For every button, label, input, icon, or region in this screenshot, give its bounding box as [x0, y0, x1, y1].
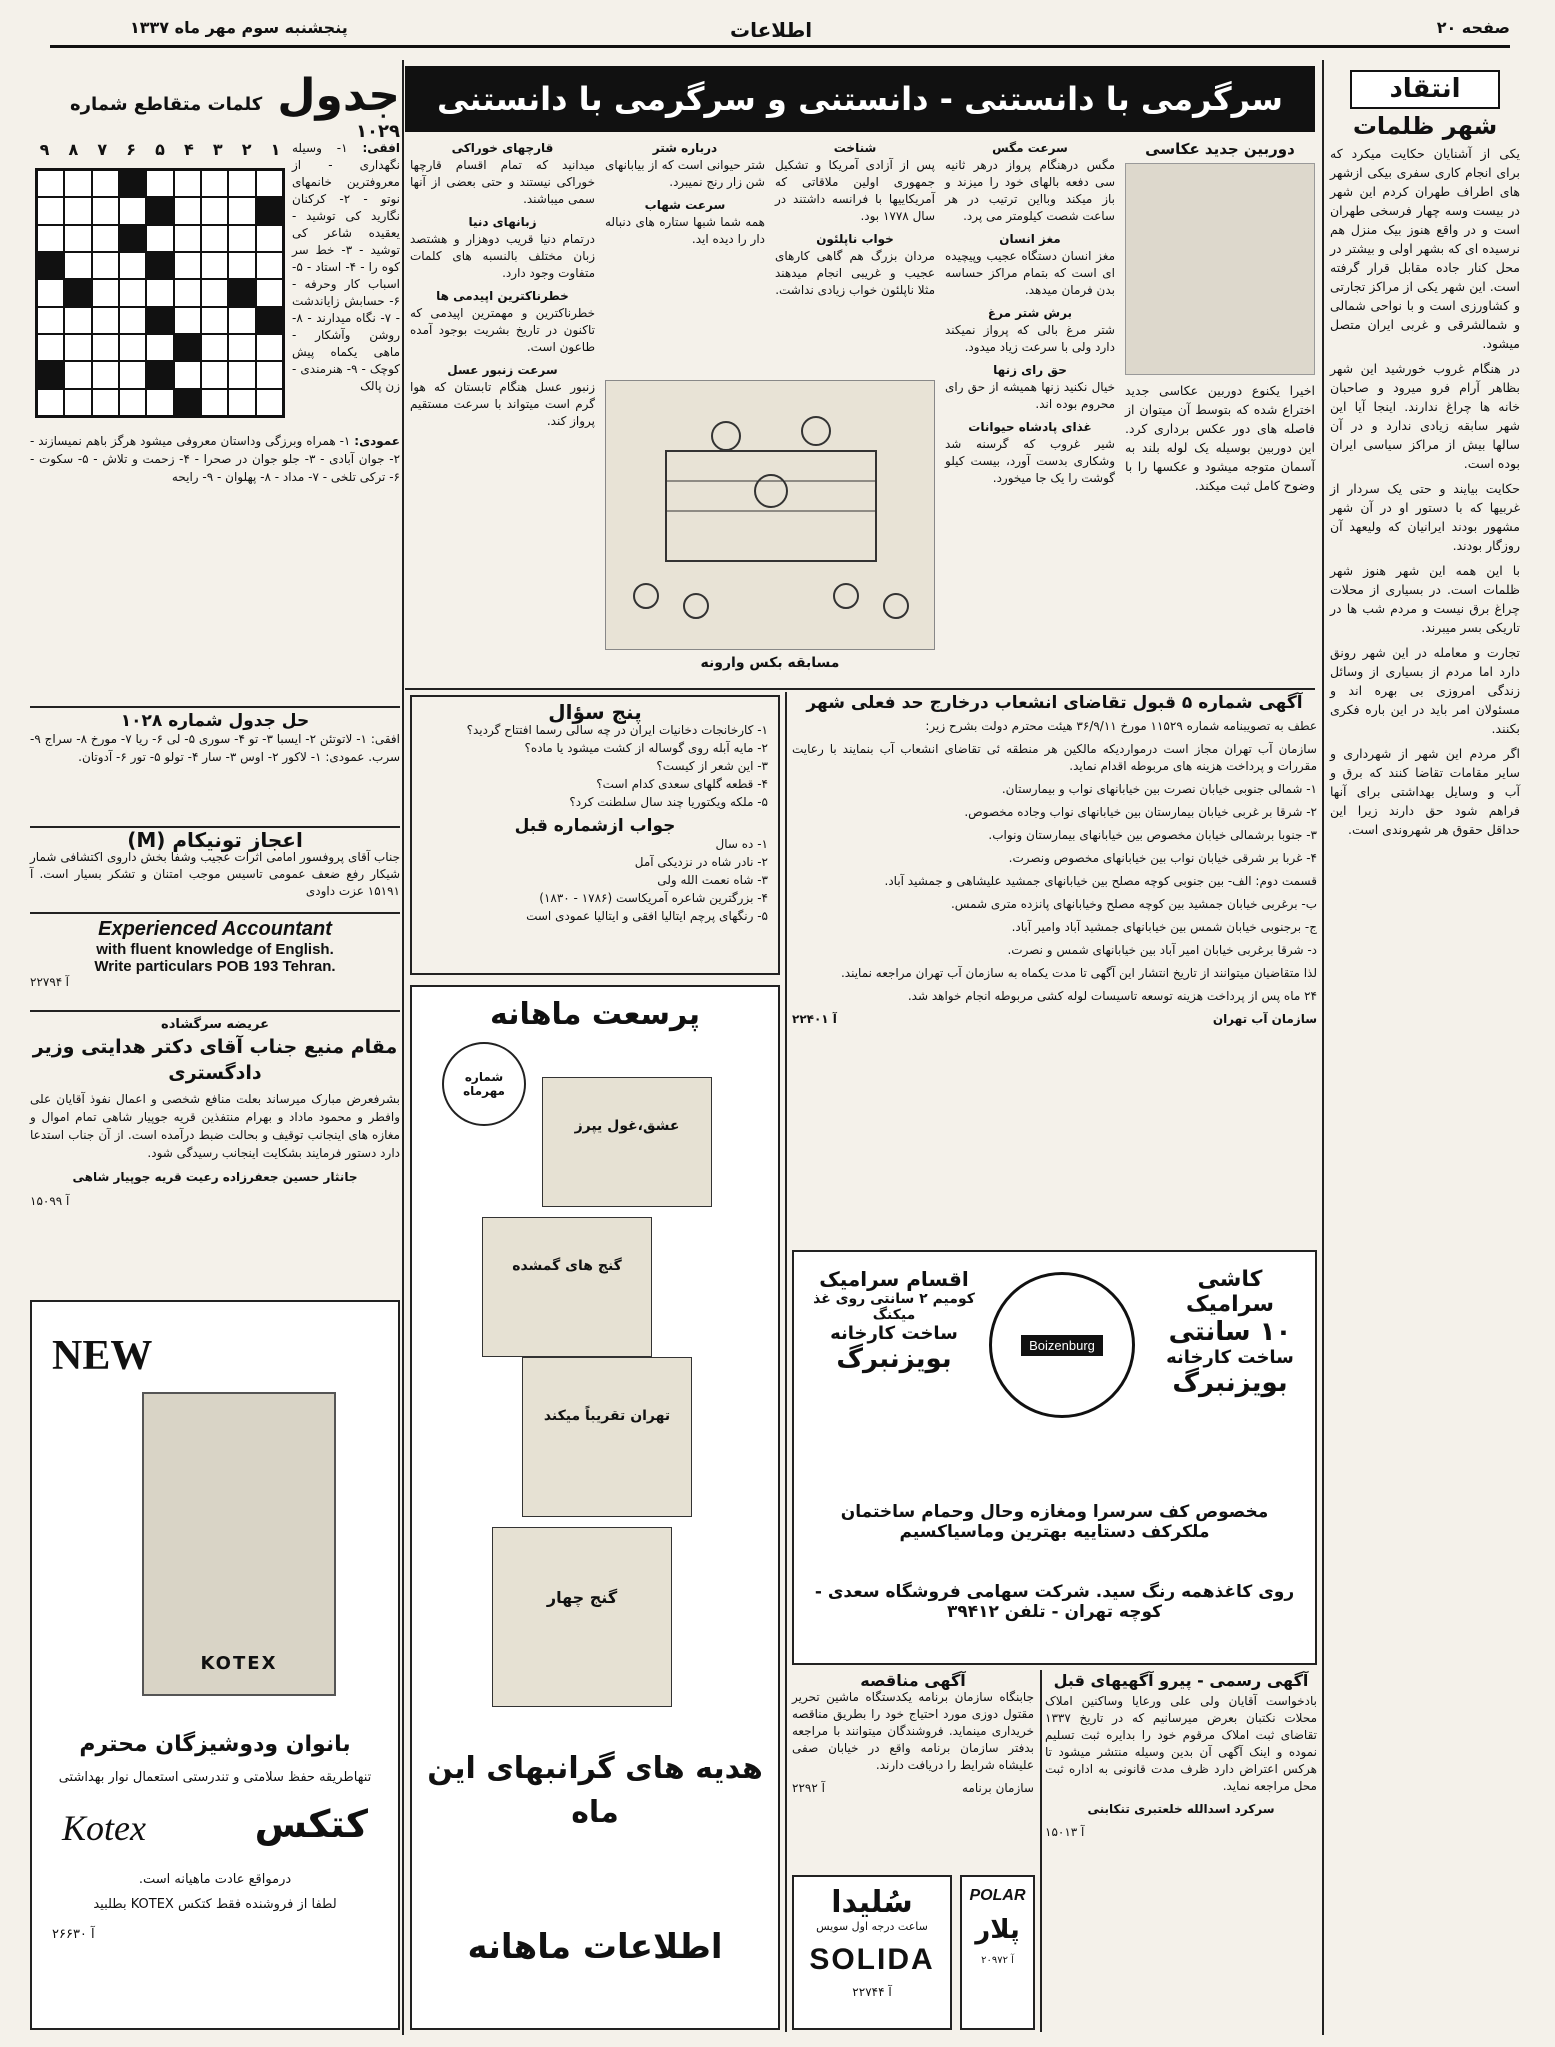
boizenburg-left-block — [809, 1267, 979, 1374]
crossword-black-cell — [228, 279, 255, 306]
cw-number: ۵ — [155, 140, 165, 159]
crossword-cell[interactable] — [228, 225, 255, 252]
snippet-title: سرعت زنبور عسل — [447, 363, 558, 377]
snippet-title: شناخت — [833, 141, 877, 155]
crossword-cell[interactable] — [201, 307, 228, 334]
crossword-cell[interactable] — [64, 361, 91, 388]
petition — [30, 1016, 400, 1296]
mahaneh-footer1: هدیه های گرانبهای این ماه — [427, 1751, 763, 1830]
snippet-body: مغز انسان دستگاه عجیب وپیچیده ای است که بتمام مراکز حساسه بدن فرمان میدهد. — [945, 249, 1115, 297]
crossword-cell[interactable] — [174, 225, 201, 252]
crossword-black-cell — [64, 279, 91, 306]
crossword-black-cell — [37, 361, 64, 388]
kotex-box — [142, 1392, 336, 1696]
kotex-brand-fa: کتکس — [254, 1802, 368, 1846]
camera-article — [1125, 140, 1315, 660]
crossword-cell[interactable] — [64, 225, 91, 252]
tonicum-title: اعجاز تونیکام (M) — [127, 828, 303, 852]
crossword-grid[interactable] — [35, 168, 285, 418]
solida-tag: ساعت درجه اول سویس — [816, 1920, 928, 1933]
boizenburg-address: روی کاغذهمه رنگ سید. شرکت سهامی فروشگاه سعدی - کوچه تهران - تلفن ۳۹۴۱۲ — [814, 1582, 1295, 1622]
cartoon-drawing — [606, 381, 936, 651]
kotex-title: بانوان ودوشیزگان محترم — [79, 1732, 351, 1757]
water-notice-title: آگهی شماره ۵ قبول تقاضای انشعاب درخارج حد فعلی شهر — [806, 693, 1303, 713]
answer: ۳- شاه نعمت الله ولی — [657, 873, 768, 887]
crossword-cell[interactable] — [64, 307, 91, 334]
crossword-cell[interactable] — [92, 389, 119, 416]
boizenburg-band: مخصوص کف سرسرا ومغازه وحال وحمام ساختمان ملکرکف دستاییه بهترین وماسیاکسیم — [840, 1502, 1269, 1542]
crossword-cell[interactable] — [119, 279, 146, 306]
snippet-body: خیال نکنید زنها همیشه از حق رای محروم بوده اند. — [945, 380, 1115, 411]
snippet-body: درتمام دنیا قریب دوهزار و هشتصد زبان مختلف بالنسبه های کلمات متفاوت وجود دارد. — [410, 232, 595, 280]
polar-en: POLAR — [969, 1887, 1026, 1904]
tender-title: آگهی مناقصه — [860, 1671, 966, 1690]
boizenburg-left-head: اقسام سرامیک — [819, 1267, 969, 1291]
water-notice-line: د- شرقا برغربی خیابان امیر آباد بین خیابانهای شمس و نصرت. — [1007, 943, 1317, 957]
solida-code: آ ۲۲۷۴۴ — [852, 1985, 892, 1999]
mahaneh-card: عشق،غول یپرز — [542, 1077, 712, 1207]
crossword-cell[interactable] — [92, 307, 119, 334]
water-notice-line: سازمان آب تهران مجاز است درمواردیکه مالکین هر منطقه ئی تقاضای انشعاب آب بنمایند با رعایت مقررات و پرداخت هزینه های مربوطه اقدام نماید. — [792, 742, 1317, 773]
crossword-cell[interactable] — [146, 279, 173, 306]
camera-title: دوربین جدید عکاسی — [1145, 140, 1295, 158]
crossword-cell[interactable] — [256, 225, 283, 252]
article-paragraph: اگر مردم این شهر از شهرداری و سایر مقامات تقاضا کنند که برق و آب و وسایل بهداشتی برای آنها فراهم شود حق دارند زیرا این حداقل حقوق هر شهروندی است. — [1330, 746, 1520, 837]
crossword-solution — [30, 712, 400, 822]
crossword-cell[interactable] — [92, 334, 119, 361]
solida-ad — [792, 1875, 952, 2030]
section-banner: سرگرمی با دانستنی - دانستنی و سرگرمی با دانستنی — [405, 66, 1315, 132]
crossword-cell[interactable] — [174, 307, 201, 334]
solution-title: حل جدول شماره ۱۰۲۸ — [120, 711, 310, 731]
cw-number: ۷ — [97, 140, 108, 159]
crossword-black-cell — [256, 307, 283, 334]
crossword-cell[interactable] — [201, 279, 228, 306]
crossword-header — [30, 70, 400, 142]
crossword-cell[interactable] — [174, 170, 201, 197]
crossword-cell[interactable] — [146, 170, 173, 197]
crossword-cell[interactable] — [256, 170, 283, 197]
water-notice — [792, 695, 1317, 1245]
crossword-cell[interactable] — [64, 197, 91, 224]
water-notice-line: ۲- شرقا بر غربی خیابان بیمارستان بین خیابانهای نواب وجاده مخصوص. — [964, 805, 1317, 819]
petition-kicker: عریضه سرگشاده — [161, 1017, 269, 1032]
official-notice — [1045, 1672, 1317, 2032]
snippet-title: قارچهای خوراکی — [451, 141, 554, 155]
answers-title: جواب ازشماره قبل — [514, 816, 676, 836]
article-paragraph: با این همه این شهر هنوز شهر ظلمات است. در بسیاری از محلات چراغ برق نیست و مردم شب ها در تاریکی بسر میبرند. — [1330, 563, 1520, 635]
polar-ad — [960, 1875, 1035, 2030]
boizenburg-logo — [989, 1272, 1135, 1418]
crossword-cell[interactable] — [64, 334, 91, 361]
article-paragraph: تجارت و معامله در این شهر رونق دارد اما مردم از بسیاری از وسائل زندگی امروزی بی بهره اند و مسئولان امر باید در این باره فکری بکنند. — [1330, 645, 1520, 736]
answer: ۱- ده سال — [715, 837, 768, 851]
mahaneh-footer2: اطلاعات ماهانه — [467, 1927, 723, 1967]
crossword-black-cell — [174, 389, 201, 416]
crossword-cell[interactable] — [92, 361, 119, 388]
crossword-cell[interactable] — [256, 252, 283, 279]
water-notice-line: لذا متقاضیان میتوانند از تاریخ انتشار این آگهی تا مدت یکماه به سازمان آب تهران مراجعه نمایند. — [840, 966, 1317, 980]
boizenburg-right-foot: ساخت کارخانه — [1166, 1347, 1294, 1368]
article-title: شهر ظلمات — [1352, 112, 1498, 140]
answer: ۲- نادر شاه در نزدیکی آمل — [634, 855, 768, 869]
crossword-cell[interactable] — [119, 389, 146, 416]
boizenburg-logo-text: Boizenburg — [1021, 1335, 1103, 1356]
question: ۱- کارخانجات دخانیات ایران در چه سالی رسما افتتاح گردید؟ — [466, 723, 768, 737]
crossword-cell[interactable] — [119, 307, 146, 334]
crossword-column-numbers — [30, 140, 290, 164]
water-notice-sign: سازمان آب تهران — [1212, 1012, 1317, 1026]
crossword-black-cell — [119, 170, 146, 197]
crossword-cell[interactable] — [37, 334, 64, 361]
crossword-cell[interactable] — [228, 252, 255, 279]
crossword-cell[interactable] — [228, 307, 255, 334]
five-questions — [410, 695, 780, 975]
kotex-line1: درمواقع عادت ماهیانه است. — [138, 1872, 292, 1887]
snippet-title: سرعت شهاب — [644, 198, 726, 212]
accountant-code: آ ۲۲۷۹۴ — [30, 975, 69, 989]
crossword-cell[interactable] — [37, 279, 64, 306]
crossword-cell[interactable] — [201, 361, 228, 388]
snippet-title: حق رای زنها — [993, 363, 1067, 377]
cw-number: ۹ — [39, 140, 50, 159]
crossword-cell[interactable] — [146, 225, 173, 252]
camera-photo — [1125, 163, 1315, 375]
kotex-ad — [30, 1300, 400, 2030]
crossword-black-cell — [37, 252, 64, 279]
boizenburg-left-sub: کومیم ۲ سانتی روی غذ میکنگ — [813, 1291, 975, 1323]
snippet-body: زنبور عسل هنگام تابستان که هوا گرم است میتواند با سرعت مستقیم پرواز کند. — [410, 380, 595, 428]
article-paragraph: در هنگام غروب خورشید این شهر بظاهر آرام فرو میرود و صاحبان خانه ها چراغ ندارند. اینجا آیا این شهر سابقه زیادی ندارد و در آن سالها بیش از مراکز سیاسی ایران بوده است. — [1330, 361, 1520, 471]
question: ۵- ملکه ویکتوریا چند سال سلطنت کرد؟ — [569, 795, 768, 809]
crossword-cell[interactable] — [64, 389, 91, 416]
snippet-body: مردان بزرگ هم گاهی کارهای عجیب و غریبی انجام میدهند مثلا ناپلئون خواب زیادی نداشت. — [775, 249, 935, 297]
knowledge-column-1 — [945, 140, 1115, 680]
snippet-title: زبانهای دنیا — [468, 215, 537, 229]
water-notice-code: آ ۲۲۴۰۱ — [792, 1012, 837, 1026]
crossword-cell[interactable] — [37, 170, 64, 197]
water-notice-line: ۱- شمالی جنوبی خیابان نصرت بین خیابانهای نواب و بیمارستان. — [1001, 782, 1317, 796]
crossword-across-clues — [292, 140, 400, 430]
crossword-cell[interactable] — [174, 197, 201, 224]
water-notice-line: ج- برجنوبی خیابان شمس بین خیابانهای جمشید آباد وامیر آباد. — [1011, 920, 1317, 934]
cw-number: ۲ — [241, 140, 252, 159]
crossword-cell[interactable] — [92, 279, 119, 306]
snippet-body: شیر غروب که گرسنه شد وشکاری بدست آورد، بیست کیلو گوشت را یک جا میخورد. — [945, 437, 1115, 485]
crossword-cell[interactable] — [37, 225, 64, 252]
official-notice-title: آگهی رسمی - پیرو آگهیهای قبل — [1053, 1671, 1309, 1690]
snippet-body: شتر حیوانی است که از بیابانهای شن زار رنج نمیبرد. — [605, 158, 765, 189]
official-notice-body: بادخواست آقایان ولی علی ورعایا وساکنین املاک محلات نکتبان بعرض میرسانیم که در تاریخ ۱۳۳۷ تقاضای ثبت املاک مرقوم خود را بدایره ثبت تسلیم نموده و اینک آگهی آن بدین وسیله منتشر میشود تا هرکس اعتراض دارد ظرف مدت قانونی به اداره ثبت محل مراجعه نماید. — [1045, 1694, 1317, 1793]
accountant-line2: Write particulars POB 193 Tehran. — [94, 958, 336, 975]
question: ۳- این شعر از کیست؟ — [656, 759, 768, 773]
crossword-cell[interactable] — [201, 170, 228, 197]
boizenburg-right-head: کاشی سرامیک — [1186, 1267, 1274, 1317]
critique-badge: انتقاد — [1350, 70, 1500, 109]
mahaneh-badge: شماره مهرماه — [442, 1042, 526, 1126]
crossword-cell[interactable] — [228, 361, 255, 388]
snippet-title: مغز انسان — [999, 232, 1061, 246]
mahaneh-card: گنج چهار — [492, 1527, 672, 1707]
water-notice-line: ۳- جنوبا برشمالی خیابان مخصوص بین خیابانهای بیمارستان ونواب. — [988, 828, 1317, 842]
crossword-down-clues — [30, 432, 400, 702]
solida-en: SOLIDA — [809, 1943, 935, 1976]
mahaneh-card: گنج های گمشده — [482, 1217, 652, 1357]
water-notice-line: ۴- غربا بر شرقی خیابان نواب بین خیابانهای مخصوص ونصرت. — [1008, 851, 1317, 865]
across-text: ۱- وسیله نگهداری - از معروفترین خانمهای نوتو - ۲- کرکنان نگارید کی توشید - یعقیده شاعر کی توشید - ۳- خط سر کوه را - ۴- استاد - ۵- اسباب کار وحرفه - ۶- حسابش زایاندشت - ۷- نگاه میدارند - ۸- روشن وآشکار - ماهی یکماه پیش کوچک - ۹- هنرمندی - زن پالک — [292, 141, 400, 393]
crossword-cell[interactable] — [201, 334, 228, 361]
tender-sign: سازمان برنامه — [961, 1781, 1034, 1795]
tender-code: آ ۲۲۹۲ — [792, 1781, 825, 1795]
crossword-cell[interactable] — [201, 225, 228, 252]
tender-notice — [792, 1672, 1034, 1872]
crossword-cell[interactable] — [228, 389, 255, 416]
snippet-title: خطرناکترین اپیدمی ها — [436, 289, 569, 303]
kotex-new-label: NEW — [52, 1333, 153, 1379]
snippet-body: شتر مرغ بالی که پرواز نمیکند دارد ولی با سرعت زیاد میدود. — [945, 323, 1115, 354]
page-number: صفحه ۲۰ — [1436, 18, 1510, 37]
boizenburg-brand-fa: بویزنبرگ — [1172, 1368, 1288, 1398]
mahaneh-card: تهران تقریباً میکند — [522, 1357, 692, 1517]
tonicum-body: جناب آقای پروفسور امامی اثرات عجیب وشفا بخش داروی اکتشافی شمار شیکار رفع ضعف عمومی تاسیس موجب امتنان و تشکر بسیار است. آ ۱۵۱۹۱ عزت داودی — [30, 850, 400, 898]
article-paragraph: حکایت بیایند و حتی یک سردار از غربیها که با دستور او در آن شهر مشهور بودند ایرانیان که ولیعهد آن روزگار بودند. — [1330, 481, 1520, 553]
crossword-cell[interactable] — [37, 197, 64, 224]
crossword-cell[interactable] — [201, 252, 228, 279]
crossword-title: جدول — [277, 70, 400, 121]
water-notice-line: ب- برغربی خیابان جمشید بین کوچه مصلح وخیابانهای پانزده متری شمس. — [950, 897, 1317, 911]
water-notice-line: قسمت دوم: الف- بین جنوبی کوچه مصلح بین خیابانهای جمشید علیشاهی و جمشید آباد. — [884, 874, 1317, 888]
crossword-subtitle: کلمات متقاطع شماره ۱۰۲۹ — [70, 94, 400, 142]
accountant-title: Experienced Accountant — [98, 918, 332, 940]
crossword-cell[interactable] — [174, 361, 201, 388]
question: ۲- مایه آبله روی گوساله از کشت میشود یا ماده؟ — [524, 741, 768, 755]
across-label: افقی: — [362, 141, 400, 155]
crossword-cell[interactable] — [92, 252, 119, 279]
crossword-cell[interactable] — [92, 197, 119, 224]
crossword-cell[interactable] — [201, 197, 228, 224]
boizenburg-ad — [792, 1250, 1317, 1665]
snippet-body: پس از آزادی آمریکا و تشکیل جمهوری اولین ملاقاتی که آمریکاییها با فرانسه داشتند در سال ۱۷۷۸ بود. — [775, 158, 935, 223]
crossword-cell[interactable] — [119, 334, 146, 361]
kotex-box-label: KOTEX — [200, 1653, 278, 1674]
crossword-cell[interactable] — [174, 252, 201, 279]
crossword-cell[interactable] — [228, 197, 255, 224]
kotex-line2: لطفا از فروشنده فقط کتکس KOTEX بطلبید — [93, 1897, 337, 1912]
crossword-cell[interactable] — [119, 361, 146, 388]
answer: ۴- بزرگترین شاعره آمریکاست (۱۷۸۶ - ۱۸۳۰) — [539, 891, 768, 905]
knowledge-column-2 — [775, 140, 935, 370]
kotex-brand-en: Kotex — [62, 1808, 146, 1848]
accountant-ad — [30, 918, 400, 1006]
cw-number: ۴ — [184, 140, 194, 159]
cw-number: ۳ — [212, 140, 223, 159]
crossword-cell[interactable] — [174, 279, 201, 306]
crossword-cell[interactable] — [146, 334, 173, 361]
crossword-cell[interactable] — [37, 389, 64, 416]
crossword-black-cell — [174, 334, 201, 361]
mahaneh-ad — [410, 985, 780, 2030]
solida-fa: سُلیدا — [831, 1885, 913, 1920]
official-notice-code: آ ۱۵۰۱۳ — [1045, 1825, 1085, 1839]
answer: ۵- رنگهای پرچم ایتالیا افقی و ایتالیا عمودی است — [526, 909, 768, 923]
petition-title: مقام منیع جناب آقای دکتر هدایتی وزیر دادگستری — [32, 1036, 398, 1084]
crossword-black-cell — [256, 197, 283, 224]
knowledge-column-3 — [605, 140, 765, 370]
tonicum-ad — [30, 828, 400, 910]
newspaper-name: اطلاعات — [730, 18, 813, 42]
petition-sign: جانثار حسین جعفرزاده رعیت قریه جوپیار شاهی — [72, 1170, 358, 1184]
kotex-code: آ ۲۶۶۳۰ — [52, 1927, 95, 1942]
crossword-cell[interactable] — [256, 361, 283, 388]
mahaneh-header: پرسعت ماهانه — [490, 997, 700, 1032]
crossword-cell[interactable] — [201, 389, 228, 416]
snippet-body: خطرناکترین و مهمترین اپیدمی که تاکنون در تاریخ بشریت بوجود آمده طاعون است. — [410, 306, 595, 354]
crossword-black-cell — [146, 197, 173, 224]
petition-body: بشرفعرض مبارک میرساند بعلت منافع شخصی و اعمال نفوذ آقایان علی وافطر و محمود ماداد و بهرام منتفذین قریه جوپیار شاهی تمام اموال و مغازه های اینجانب توقیف و بحالت ضبط درآمده است. از آن جناب استدعا دارد دستور فرمایند بشکایت اینجانب رسیدگی شود. — [30, 1092, 400, 1160]
accountant-line1: with fluent knowledge of English. — [96, 941, 334, 958]
crossword-cell[interactable] — [64, 252, 91, 279]
masthead — [50, 8, 1510, 48]
solution-body: افقی: ۱- لاتوتئن ۲- ایسبا ۳- تو ۴- سوری ۵- لی ۶- ریا ۷- مورخ ۸- سراج ۹- سرب. عمودی: ۱- لاکور ۲- اوس ۳- سار ۴- تولو ۵- تور ۶- آدوتان. — [30, 732, 401, 764]
cw-number: ۸ — [68, 140, 79, 159]
question: ۴- قطعه گلهای سعدی کدام است؟ — [596, 777, 768, 791]
crossword-cell[interactable] — [256, 389, 283, 416]
crossword-cell[interactable] — [92, 225, 119, 252]
crossword-cell[interactable] — [64, 170, 91, 197]
boizenburg-brand-fa-left: بویزنبرگ — [836, 1344, 952, 1374]
snippet-body: مگس درهنگام پرواز درهر ثانیه سی دفعه بالهای خود را میزند و باز میکند وبااین ترتیب در هر ساعت شصت کیلومتر می پرد. — [945, 158, 1115, 223]
crossword-cell[interactable] — [228, 334, 255, 361]
questions-title: پنج سؤال — [548, 700, 642, 724]
boizenburg-left-foot: ساخت کارخانه — [830, 1323, 958, 1344]
down-label: عمودی: — [354, 434, 400, 448]
water-notice-line: عطف به تصویبنامه شماره ۱۱۵۲۹ مورخ ۳۶/۹/۱۱ هیئت محترم دولت بشرح زیر: — [925, 719, 1317, 733]
right-column — [1330, 70, 1520, 2030]
crossword-cell[interactable] — [92, 170, 119, 197]
polar-code: آ ۲۰۹۷۲ — [981, 1955, 1014, 1966]
crossword-black-cell — [119, 225, 146, 252]
snippet-title: سرعت مگس — [992, 141, 1068, 155]
cw-number: ۱ — [270, 140, 281, 159]
crossword-cell[interactable] — [256, 279, 283, 306]
crossword-cell[interactable] — [37, 307, 64, 334]
petition-code: آ ۱۵۰۹۹ — [30, 1194, 70, 1208]
issue-date: پنجشنبه سوم مهر ماه ۱۳۳۷ — [130, 18, 348, 37]
crossword-black-cell — [146, 252, 173, 279]
crossword-cell[interactable] — [146, 389, 173, 416]
cw-number: ۶ — [126, 140, 136, 159]
cartoon-caption: مسابقه بکس وارونه — [700, 655, 840, 671]
knowledge-column-4 — [410, 140, 595, 680]
snippet-title: غذای پادشاه حیوانات — [968, 420, 1092, 434]
boizenburg-right-block — [1165, 1267, 1295, 1398]
crossword-cell[interactable] — [119, 197, 146, 224]
kotex-subtitle: تنهاطریقه حفظ سلامتی و تندرستی استعمال نوار بهداشتی — [58, 1770, 372, 1785]
snippet-body: میدانید که تمام اقسام قارچها خوراکی نیستند و حتی بعضی از آنها سمی میباشند. — [410, 158, 595, 206]
crossword-cell[interactable] — [256, 334, 283, 361]
down-text: ۱- همراه وبرزگی وداستان معروفی میشود هرگز باهم نمیسازند - ۲- جوان آبادی - ۳- جلو جوان در صحرا - ۴- زحمت و تلاش - ۵- سکوت - ۶- ترکی تلخی - ۷- مداد - ۸- پهلوان - ۹- رایحه — [30, 434, 401, 484]
official-notice-sign: سرکرد اسدالله خلعتبری تنکابنی — [1087, 1802, 1275, 1816]
article-paragraph: یکی از آشنایان حکایت میکرد که برای انجام کاری سفری بیکی ازشهر های اطراف طهران کردم این شهر در بیست وسه چهار فرسخی طهران است و در واقع هنوز بیک منزل هم نرسیده ای که بشهر اولی و بیشتر در محل کنار جاده مقابل قرار گرفته است. این شهر یکی از مراکز تجارتی و کشاورزی است و با نواحی شمالی و شمالشرقی و غربی ایران متصل میشود. — [1330, 146, 1520, 351]
snippet-body: همه شما شبها ستاره های دنباله دار را دیده اید. — [605, 215, 765, 246]
snippet-title: خواب ناپلئون — [816, 232, 894, 246]
crossword-black-cell — [146, 361, 173, 388]
polar-fa: پلار — [975, 1915, 1020, 1945]
camera-body: اخیرا یکنوع دوربین عکاسی جدید اختراع شده که بتوسط آن میتوان از فاصله های دور عکس برداری کرد. این دوربین بوسیله یک لوله بلند به آسمان متوجه میشود و عکسها را با وضوح کامل ثبت میکند. — [1125, 383, 1315, 493]
tender-body: جابنگاه سازمان برنامه یکدستگاه ماشین تحریر مقتول دوزی مورد احتیاج خود را بطریق مناقصه خریداری مینماید. فروشندگان میتوانند با مراجعه بدفتر سازمان برنامه واقع در خیابان صفی علیشاه شرایط را دریافت دارند. — [792, 1690, 1034, 1772]
crossword-cell[interactable] — [228, 170, 255, 197]
crossword-cell[interactable] — [119, 252, 146, 279]
boizenburg-right-sub: ۱۰ سانتی — [1168, 1317, 1292, 1347]
crossword-black-cell — [146, 307, 173, 334]
snippet-title: درباره شتر — [652, 141, 718, 155]
boxing-cartoon — [605, 380, 935, 650]
snippet-title: برش شتر مرغ — [987, 306, 1073, 320]
water-notice-line: ۲۴ ماه پس از پرداخت هزینه توسعه تاسیسات لوله کشی مربوطه انجام خواهد شد. — [907, 989, 1317, 1003]
